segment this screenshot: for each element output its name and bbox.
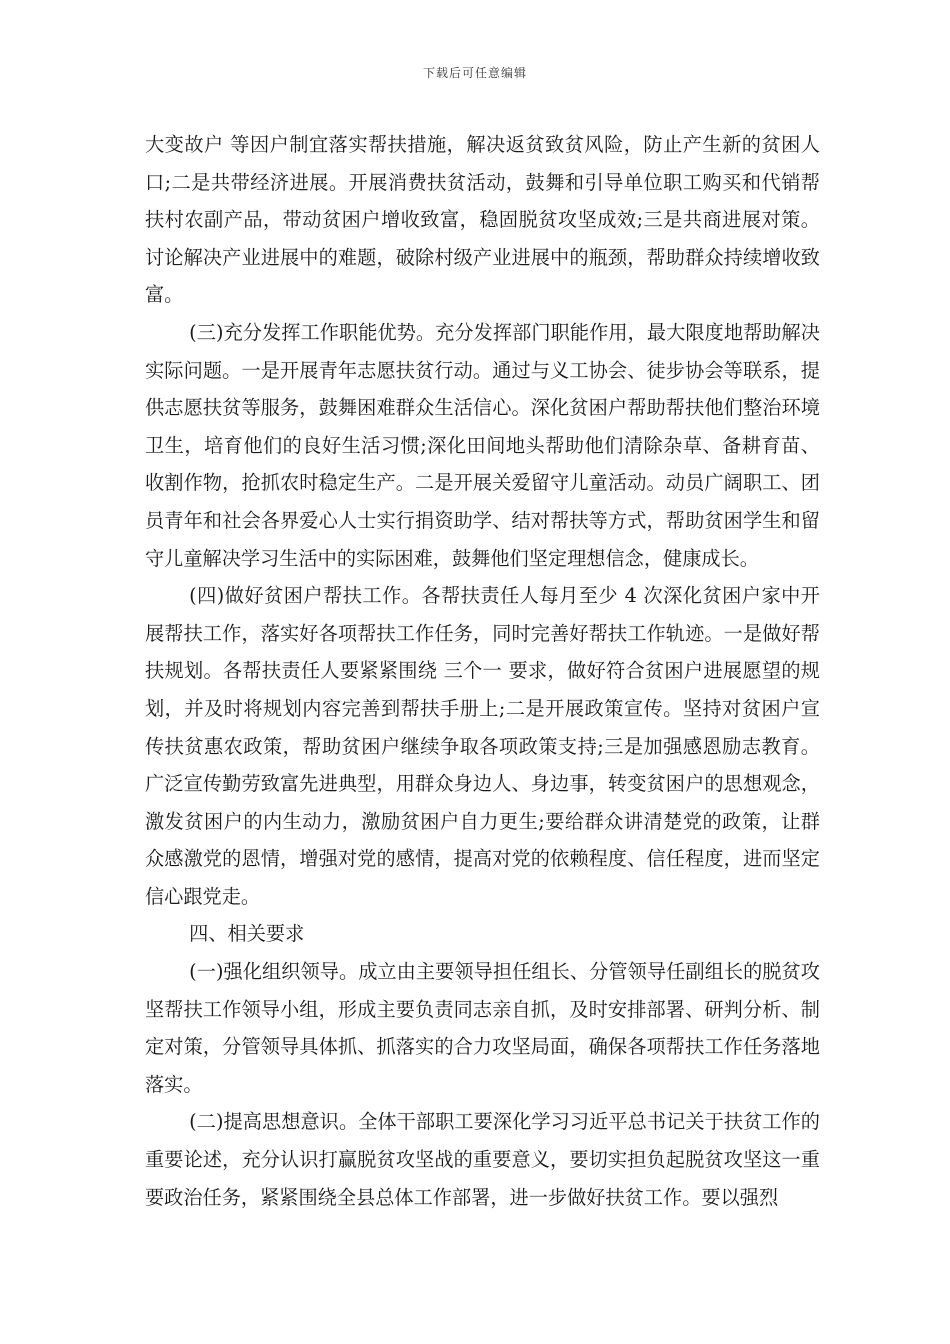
section-heading-requirements: 四、相关要求 <box>189 922 305 946</box>
paragraph-requirement-1: (一)强化组织领导。成立由主要领导担任组长、分管领导任副组长的脱贫攻坚帮扶工作领导小组，形成主要负责同志亲自抓，及时安排部署、研判分析、制定对策，分管领导具体抓、抓落实的合力攻坚局面，确保各项帮扶工作任务落地落实。 <box>145 960 820 1096</box>
paragraph-continuation: 大变故户 等因户制宜落实帮扶措施，解决返贫致贫风险，防止产生新的贫困人口;二是共带经济进展。开展消费扶贫活动，鼓舞和引导单位职工购买和代销帮扶村农副产品，带动贫困户增收致富，稳固脱贫攻坚成效;三是共商进展对策。讨论解决产业进展中的难题，破除村级产业进展中的瓶颈，帮助群众持续增收致富。 <box>145 133 820 307</box>
page-header-note: 下载后可任意编辑 <box>422 66 527 80</box>
paragraph-section-4: (四)做好贫困户帮扶工作。各帮扶责任人每月至少 4 次深化贫困户家中开展帮扶工作，落实好各项帮扶工作任务，同时完善好帮扶工作轨迹。一是做好帮扶规划。各帮扶责任人要紧紧围绕 三个一 要求，做好符合贫困户进展愿望的规划，并及时将规划内容完善到帮扶手册上;二是开展政策宣传。坚持对贫困户宣传扶贫惠农政策，帮助贫困户继续争取各项政策支持;三是加强感恩励志教育。广泛宣传勤劳致富先进典型，用群众身边人、身边事，转变贫困户的思想观念，激发贫困户的内生动力，激励贫困户自力更生;要给群众讲清楚党的政策，让群众感激党的恩情，增强对党的感情，提高对党的依赖程度、信任程度，进而坚定信心跟党走。 <box>145 584 820 908</box>
paragraph-requirement-2: (二)提高思想意识。全体干部职工要深化学习习近平总书记关于扶贫工作的重要论述，充分认识打赢脱贫攻坚战的重要意义，要切实担负起脱贫攻坚这一重要政治任务，紧紧围绕全县总体工作部署，进一步做好扶贫工作。要以强烈 <box>145 1110 820 1209</box>
document-body <box>145 126 820 1216</box>
paragraph-section-3: (三)充分发挥工作职能优势。充分发挥部门职能作用，最大限度地帮助解决实际问题。一是开展青年志愿扶贫行动。通过与义工协会、徒步协会等联系，提供志愿扶贫等服务，鼓舞困难群众生活信心。深化贫困户帮助帮扶他们整治环境卫生，培育他们的良好生活习惯;深化田间地头帮助他们清除杂草、备耕育苗、收割作物，抢抓农时稳定生产。二是开展关爱留守儿童活动。动员广阔职工、团员青年和社会各界爱心人士实行捐资助学、结对帮扶等方式，帮助贫困学生和留守儿童解决学习生活中的实际困难，鼓舞他们坚定理想信念，健康成长。 <box>145 320 820 570</box>
